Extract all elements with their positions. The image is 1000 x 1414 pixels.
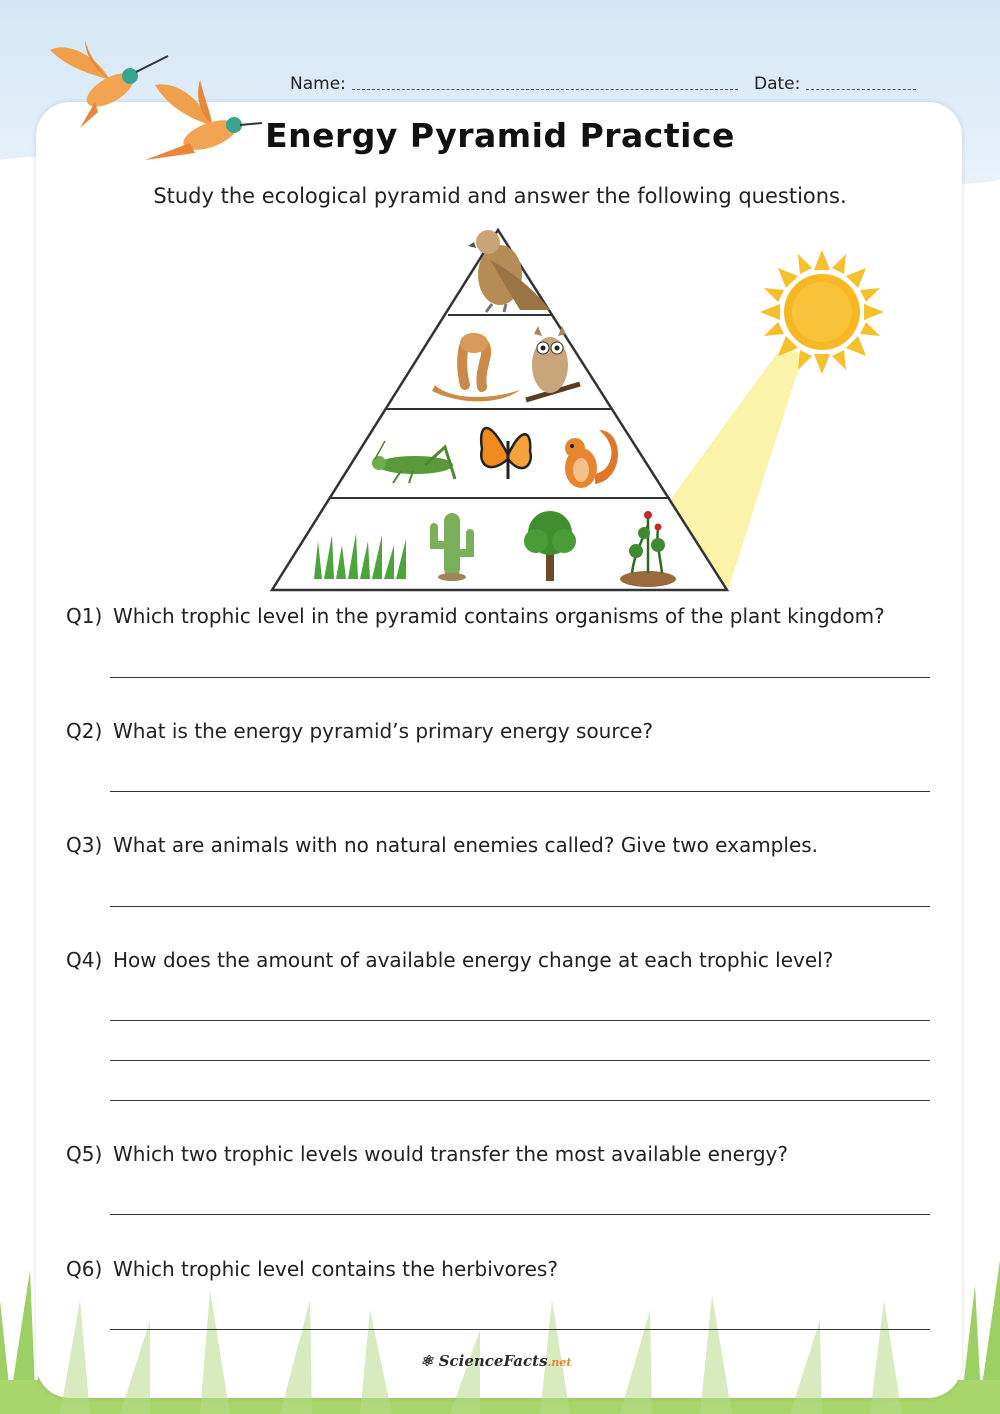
question-3 [66, 833, 818, 857]
question-1 [66, 604, 885, 628]
answer-line[interactable] [110, 1020, 930, 1021]
question-text: How does the amount of available energy change at each trophic level? [113, 948, 834, 972]
question-2 [66, 719, 653, 743]
question-number: Q5) [66, 1142, 103, 1166]
question-number: Q4) [66, 948, 103, 972]
question-number: Q3) [66, 833, 103, 857]
answer-line[interactable] [110, 1100, 930, 1101]
question-text: Which trophic level in the pyramid contains organisms of the plant kingdom? [113, 604, 885, 628]
question-6 [66, 1257, 558, 1281]
answer-line[interactable] [110, 677, 930, 678]
answer-line[interactable] [110, 1329, 930, 1330]
sciencefacts-logo [420, 1352, 571, 1370]
date-field[interactable] [754, 68, 916, 94]
question-5 [66, 1142, 788, 1166]
answer-line[interactable] [110, 1060, 930, 1061]
name-field[interactable] [290, 68, 738, 94]
date-label: Date: [754, 74, 801, 94]
question-text: Which two trophic levels would transfer the most available energy? [113, 1142, 788, 1166]
question-4 [66, 948, 833, 972]
question-text: Which trophic level contains the herbivores? [113, 1257, 558, 1281]
sun-icon [760, 250, 884, 374]
question-number: Q6) [66, 1257, 103, 1281]
name-blank-line[interactable] [352, 88, 738, 90]
answer-line[interactable] [110, 791, 930, 792]
answer-line[interactable] [110, 906, 930, 907]
question-number: Q1) [66, 604, 103, 628]
logo-suffix: .net [547, 1356, 572, 1369]
question-number: Q2) [66, 719, 103, 743]
hummingbird-icon [50, 40, 168, 128]
answer-line[interactable] [110, 1214, 930, 1215]
atom-icon: ⚛ [420, 1352, 434, 1370]
page-title: Energy Pyramid Practice [265, 116, 735, 155]
instruction-text: Study the ecological pyramid and answer the following questions. [153, 184, 847, 208]
name-label: Name: [290, 74, 346, 94]
question-text: What is the energy pyramid’s primary energy source? [113, 719, 654, 743]
question-text: What are animals with no natural enemies called? Give two examples. [113, 833, 819, 857]
date-blank-line[interactable] [806, 88, 916, 90]
logo-text: ScienceFacts [438, 1352, 548, 1370]
